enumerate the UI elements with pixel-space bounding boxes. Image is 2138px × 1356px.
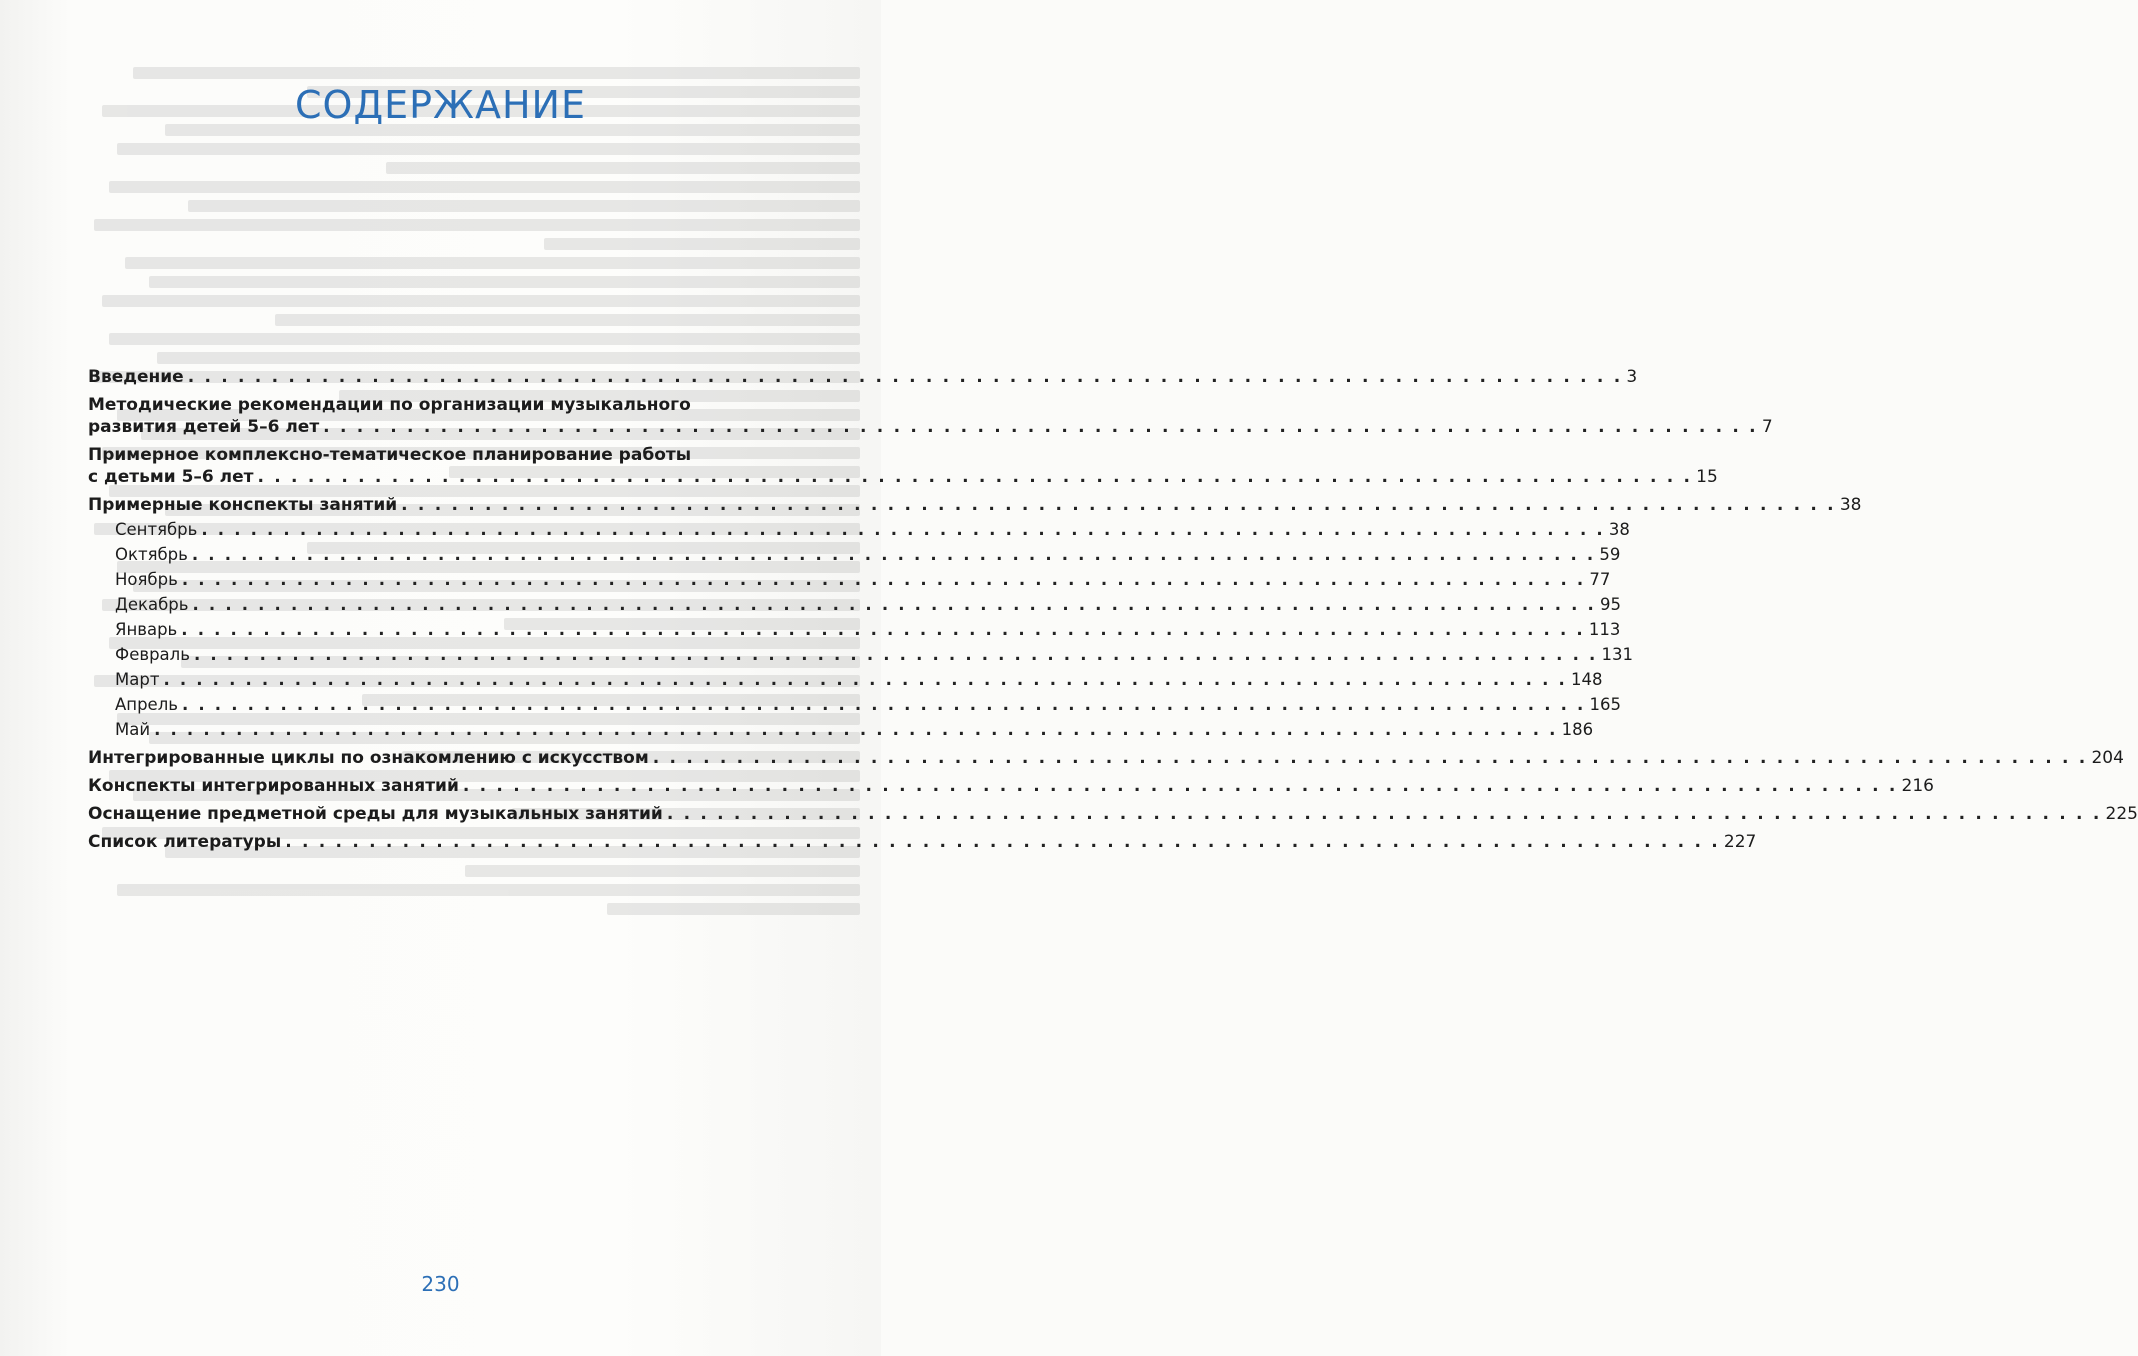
toc-subentry-may[interactable] [88, 719, 1594, 741]
dot-leader: . . . . . . . . . . . . . . . . . . . . . . . . . . . . . . . . . . . . . . . . . . . . . . . . . . . . . . . . . . . . . . . . . . . . . . . . . . . . . . . . . . . . . . [323, 417, 1758, 437]
page-number: 230 [421, 1272, 460, 1296]
toc-entry-title: Май [115, 720, 151, 739]
toc-subentry-september[interactable] [88, 519, 1630, 541]
toc-entry-page: 225 [2105, 804, 2138, 824]
dot-leader: . . . . . . . . . . . . . . . . . . . . . . . . . . . . . . . . . . . . . . . . . . . . . . . . . . . . . . . . . . . . . . . . . . . . . . . . . . . . . . . . . . . . . . [154, 720, 1558, 739]
toc-entry-page: 186 [1561, 720, 1594, 739]
toc-entry-introduction[interactable] [88, 366, 1638, 388]
page-title: СОДЕРЖАНИЕ [295, 83, 586, 128]
toc-subentry-november[interactable] [88, 569, 1611, 591]
dot-leader: . . . . . . . . . . . . . . . . . . . . . . . . . . . . . . . . . . . . . . . . . . . . . . . . . . . . . . . . . . . . . . . . . . . . . . . . . . . . . . . . . . . . . . [285, 832, 1720, 852]
toc-entry-equipment[interactable] [88, 803, 2138, 825]
toc-entry-planning[interactable] [88, 444, 1718, 488]
toc-entry-page: 15 [1696, 467, 1718, 487]
dot-leader: . . . . . . . . . . . . . . . . . . . . . . . . . . . . . . . . . . . . . . . . . . . . . . . . . . . . . . . . . . . . . . . . . . . . . . . . . . . . . . . . . . . . . . [257, 467, 1693, 487]
toc-entry-title: Октябрь [115, 545, 188, 564]
dot-leader: . . . . . . . . . . . . . . . . . . . . . . . . . . . . . . . . . . . . . . . . . . . . . . . . . . . . . . . . . . . . . . . . . . . . . . . . . . . . . . . . . . . . . . [652, 748, 2088, 768]
toc-entry-page: 216 [1901, 776, 1934, 796]
dot-leader: . . . . . . . . . . . . . . . . . . . . . . . . . . . . . . . . . . . . . . . . . . . . . . . . . . . . . . . . . . . . . . . . . . . . . . . . . . . . . . . . . . . . . . [191, 545, 1596, 564]
toc-entry-title: Ноябрь [115, 570, 178, 589]
dot-leader: . . . . . . . . . . . . . . . . . . . . . . . . . . . . . . . . . . . . . . . . . . . . . . . . . . . . . . . . . . . . . . . . . . . . . . . . . . . . . . . . . . . . . . [462, 776, 1898, 796]
dot-leader: . . . . . . . . . . . . . . . . . . . . . . . . . . . . . . . . . . . . . . . . . . . . . . . . . . . . . . . . . . . . . . . . . . . . . . . . . . . . . . . . . . . . . . [163, 670, 1567, 689]
toc-subentry-february[interactable] [88, 644, 1633, 666]
toc-entry-title: развития детей 5–6 лет [88, 417, 320, 437]
toc-entry-lesson-notes[interactable] [88, 494, 1862, 516]
toc-entry-title: Конспекты интегрированных занятий [88, 776, 459, 796]
toc-entry-title: Январь [115, 620, 178, 639]
toc-entry-title: Март [115, 670, 160, 689]
dot-leader: . . . . . . . . . . . . . . . . . . . . . . . . . . . . . . . . . . . . . . . . . . . . . . . . . . . . . . . . . . . . . . . . . . . . . . . . . . . . . . . . . . . . . . [181, 570, 1586, 589]
toc-subentry-october[interactable] [88, 544, 1621, 566]
toc-entry-page: 3 [1626, 367, 1638, 387]
toc-entry-page: 148 [1570, 670, 1603, 689]
dot-leader: . . . . . . . . . . . . . . . . . . . . . . . . . . . . . . . . . . . . . . . . . . . . . . . . . . . . . . . . . . . . . . . . . . . . . . . . . . . . . . . . . . . . . . [192, 595, 1597, 614]
toc-entry-page: 113 [1588, 620, 1621, 639]
toc-entry-page: 204 [2091, 748, 2124, 768]
toc-entry-title: Февраль [115, 645, 190, 664]
toc-entry-title: Введение [88, 367, 184, 387]
toc-entry-title: Декабрь [115, 595, 189, 614]
toc-subentry-april[interactable] [88, 694, 1622, 716]
dot-leader: . . . . . . . . . . . . . . . . . . . . . . . . . . . . . . . . . . . . . . . . . . . . . . . . . . . . . . . . . . . . . . . . . . . . . . . . . . . . . . . . . . . . . . [666, 804, 2102, 824]
toc-subentry-december[interactable] [88, 594, 1622, 616]
toc-entry-methodical[interactable] [88, 394, 1773, 438]
toc-entry-page: 59 [1599, 545, 1621, 564]
toc-entry-page: 38 [1839, 495, 1862, 515]
toc-entry-page: 165 [1589, 695, 1622, 714]
dot-leader: . . . . . . . . . . . . . . . . . . . . . . . . . . . . . . . . . . . . . . . . . . . . . . . . . . . . . . . . . . . . . . . . . . . . . . . . . . . . . . . . . . . . . . [401, 495, 1836, 515]
toc-entry-title-line1: Примерное комплексно-тематическое планирование работы [88, 445, 692, 465]
dot-leader: . . . . . . . . . . . . . . . . . . . . . . . . . . . . . . . . . . . . . . . . . . . . . . . . . . . . . . . . . . . . . . . . . . . . . . . . . . . . . . . . . . . . . . [181, 620, 1585, 639]
dot-leader: . . . . . . . . . . . . . . . . . . . . . . . . . . . . . . . . . . . . . . . . . . . . . . . . . . . . . . . . . . . . . . . . . . . . . . . . . . . . . . . . . . . . . . [181, 695, 1586, 714]
toc-entry-page: 95 [1600, 595, 1622, 614]
toc-entry-title: с детьми 5–6 лет [88, 467, 254, 487]
toc-entry-page: 7 [1761, 417, 1773, 437]
toc-entry-title-line1: Методические рекомендации по организации музыкального [88, 395, 691, 415]
toc-entry-title: Сентябрь [115, 520, 198, 539]
dot-leader: . . . . . . . . . . . . . . . . . . . . . . . . . . . . . . . . . . . . . . . . . . . . . . . . . . . . . . . . . . . . . . . . . . . . . . . . . . . . . . . . . . . . . . [193, 645, 1598, 664]
toc-entry-title: Список литературы [88, 832, 282, 852]
toc-entry-title: Примерные конспекты занятий [88, 495, 398, 515]
toc-entry-page: 38 [1608, 520, 1630, 539]
table-of-contents [88, 366, 2138, 853]
toc-entry-integrated-cycles[interactable] [88, 747, 2124, 769]
dot-leader: . . . . . . . . . . . . . . . . . . . . . . . . . . . . . . . . . . . . . . . . . . . . . . . . . . . . . . . . . . . . . . . . . . . . . . . . . . . . . . . . . . . . . . [201, 520, 1605, 539]
toc-entry-page: 227 [1723, 832, 1757, 852]
toc-entry-bibliography[interactable] [88, 831, 1757, 853]
toc-entry-page: 77 [1589, 570, 1611, 589]
toc-entry-integrated-lessons[interactable] [88, 775, 1934, 797]
toc-entry-title: Оснащение предметной среды для музыкальных занятий [88, 804, 663, 824]
toc-entry-page: 131 [1601, 645, 1633, 664]
toc-subentry-january[interactable] [88, 619, 1621, 641]
toc-entry-title: Интегрированные циклы по ознакомлению с искусством [88, 748, 649, 768]
dot-leader: . . . . . . . . . . . . . . . . . . . . . . . . . . . . . . . . . . . . . . . . . . . . . . . . . . . . . . . . . . . . . . . . . . . . . . . . . . . . . . . . . . . . . . [187, 367, 1623, 387]
toc-entry-title: Апрель [115, 695, 178, 714]
toc-subentry-march[interactable] [88, 669, 1603, 691]
